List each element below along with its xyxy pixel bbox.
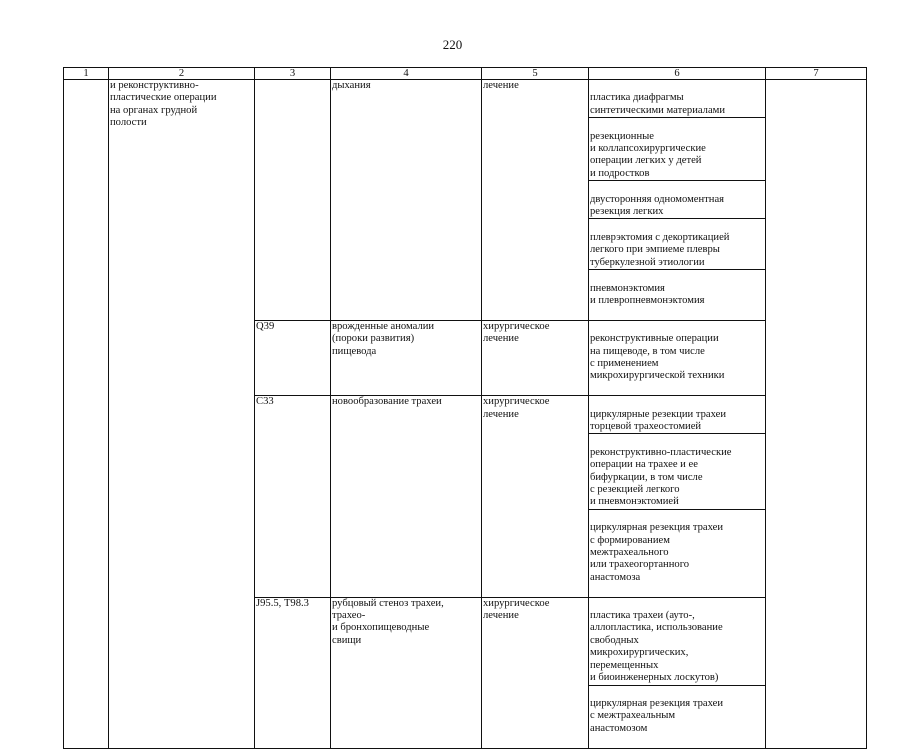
- procedure-item: резекционные и коллапсохирургические операции легких у детей и подростков: [589, 131, 765, 182]
- condition-cell: новообразование трахеи: [331, 396, 482, 598]
- column-1-cell: [64, 80, 109, 749]
- procedures-cell: [589, 80, 766, 321]
- condition-cell: дыхания: [331, 80, 482, 321]
- procedures-cell: [589, 320, 766, 395]
- diagnosis-code-cell: J95.5, Т98.3: [255, 597, 331, 748]
- procedure-item: пневмонэктомия и плевропневмонэктомия: [590, 282, 705, 306]
- treatment-type-cell: хирургическое лечение: [482, 396, 589, 598]
- condition-cell: рубцовый стеноз трахеи, трахео- и бронхопищеводные свищи: [331, 597, 482, 748]
- procedure-item: циркулярные резекции трахеи торцевой трахеостомией: [589, 409, 765, 435]
- diagnosis-code-cell: С33: [255, 396, 331, 598]
- column-header-1: 1: [64, 68, 109, 80]
- treatment-type-cell: лечение: [482, 80, 589, 321]
- column-header-3: 3: [255, 68, 331, 80]
- treatment-type-cell: хирургическое лечение: [482, 597, 589, 748]
- page-number: 220: [442, 37, 463, 52]
- column-number-row: [64, 68, 867, 80]
- medical-care-table: [63, 67, 867, 749]
- column-7-cell: [766, 80, 867, 749]
- column-header-6: 6: [589, 68, 766, 80]
- procedure-item: пластика трахеи (ауто-, аллопластика, использование свободных микрохирургических, перемещенных и биоинженерных лоскутов): [589, 610, 765, 685]
- procedure-item: реконструктивно-пластические операции на трахее и ее бифуркации, в том числе с резекцией легкого и пневмонэктомией: [589, 447, 765, 510]
- diagnosis-code-cell: [255, 80, 331, 321]
- procedure-item: циркулярная резекция трахеи с межтрахеальным анастомозом: [590, 697, 723, 734]
- treatment-type-cell: хирургическое лечение: [482, 320, 589, 395]
- column-header-5: 5: [482, 68, 589, 80]
- procedure-item: циркулярная резекция трахеи с формированием межтрахеального или трахеогортанного анастомоза: [590, 522, 723, 583]
- procedure-item: реконструктивные операции на пищеводе, в том числе с применением микрохирургической техники: [590, 333, 725, 382]
- column-header-4: 4: [331, 68, 482, 80]
- column-header-2: 2: [109, 68, 255, 80]
- condition-cell: врожденные аномалии (пороки развития) пищевода: [331, 320, 482, 395]
- procedure-item: двусторонняя одномоментная резекция легких: [589, 194, 765, 220]
- column-header-7: 7: [766, 68, 867, 80]
- procedure-item: пластика диафрагмы синтетическими материалами: [589, 92, 765, 118]
- intervention-type-cell: и реконструктивно- пластические операции на органах грудной полости: [109, 80, 255, 749]
- procedures-cell: [589, 396, 766, 598]
- diagnosis-code-cell: Q39: [255, 320, 331, 395]
- procedures-cell: [589, 597, 766, 748]
- procedure-item: плеврэктомия с декортикацией легкого при эмпиеме плевры туберкулезной этиологии: [589, 232, 765, 270]
- table-row: [64, 80, 867, 321]
